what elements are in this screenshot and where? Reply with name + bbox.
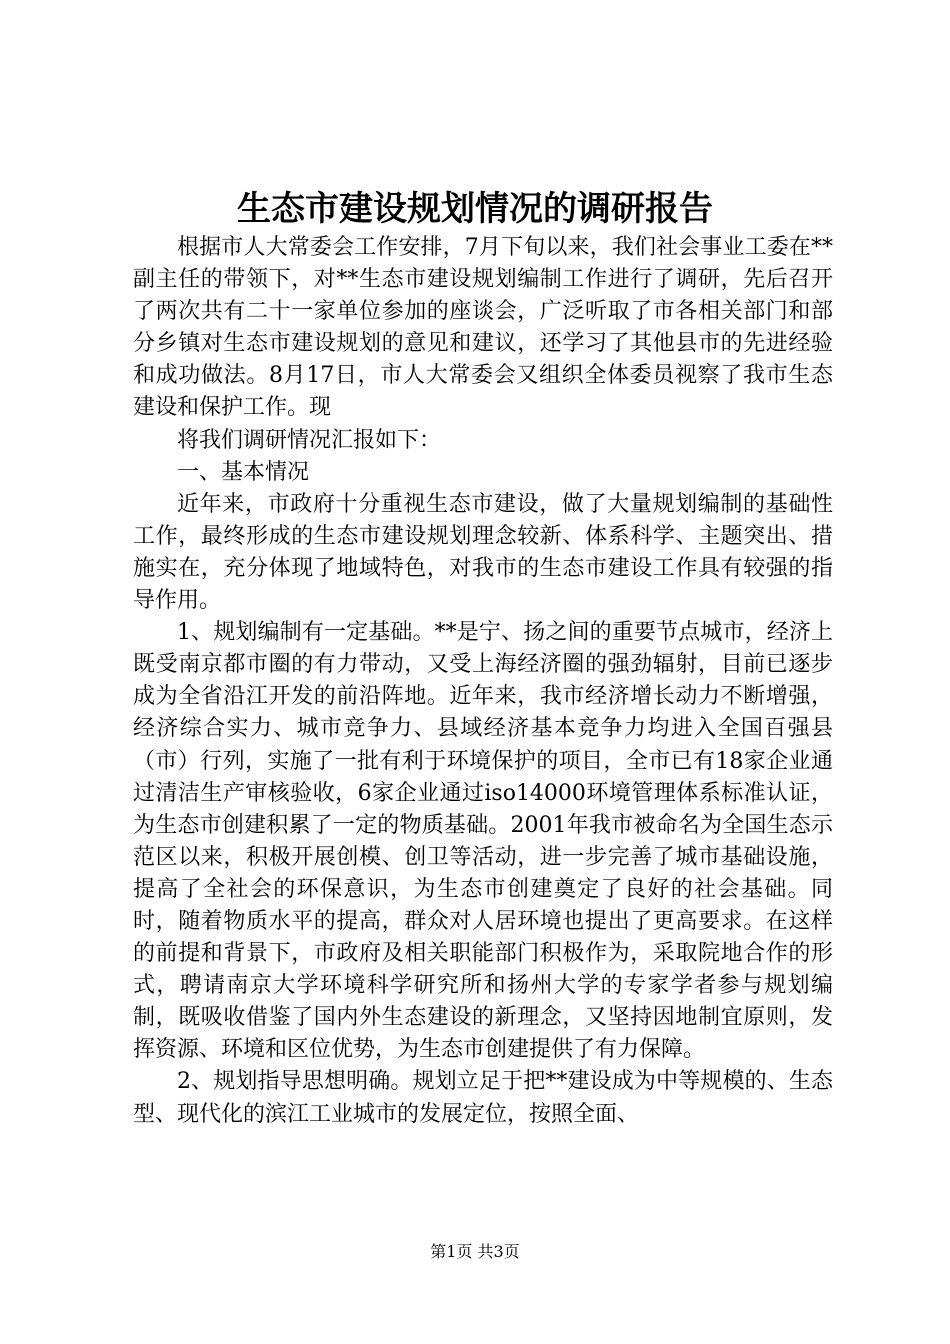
- paragraph-overview: 近年来，市政府十分重视生态市建设，做了大量规划编制的基础性工作，最终形成的生态市建设规划理念较新、体系科学、主题突出、措施实在，充分体现了地域特色，对我市的生态市建设工作具有较强的指导作用。: [133, 491, 833, 614]
- paragraph-point-1: 1、规划编制有一定基础。**是宁、扬之间的重要节点城市，经济上既受南京都市圈的有力带动，又受上海经济圈的强劲辐射，目前已逐步成为全省沿江开发的前沿阵地。近年来，我市经济增长动力不断增强，经济综合实力、城市竞争力、县域经济基本竞争力均进入全国百强县（市）行列，实施了一批有利于环境保护的项目，全市已有18家企业通过清洁生产审核验收，6家企业通过iso14000环境管理体系标准认证，为生态市创建积累了一定的物质基础。2001年我市被命名为全国生态示范区以来，积极开展创模、创卫等活动，进一步完善了城市基础设施，提高了全社会的环保意识，为生态市创建奠定了良好的社会基础。同时，随着物质水平的提高，群众对人居环境也提出了更高要求。在这样的前提和背景下，市政府及相关职能部门积极作为，采取院地合作的形式，聘请南京大学环境科学研究所和扬州大学的专家学者参与规划编制，既吸收借鉴了国内外生态建设的新理念，又坚持因地制宜原则，发挥资源、环境和区位优势，为生态市创建提供了有力保障。: [133, 620, 833, 1063]
- paragraph-report-lead: 将我们调研情况汇报如下：: [177, 427, 442, 453]
- paragraph-intro: 根据市人大常委会工作安排，7月下旬以来，我们社会事业工委在**副主任的带领下，对**生态市建设规划编制工作进行了调研，先后召开了两次共有二十一家单位参加的座谈会，广泛听取了市各相关部门和部分乡镇对生态市建设规划的意见和建议，还学习了其他县市的先进经验和成功做法。8月17日，市人大常委会又组织全体委员视察了我市生态建设和保护工作。现: [133, 235, 833, 421]
- page-footer: 第1页 共3页: [430, 1242, 520, 1261]
- document-title: 生态市建设规划情况的调研报告: [237, 189, 713, 229]
- paragraph-point-2: 2、规划指导思想明确。规划立足于把**建设成为中等规模的、生态型、现代化的滨江工业城市的发展定位，按照全面、: [133, 1069, 833, 1127]
- section-heading-basic: 一、基本情况: [177, 459, 310, 485]
- document-body: [133, 232, 833, 1131]
